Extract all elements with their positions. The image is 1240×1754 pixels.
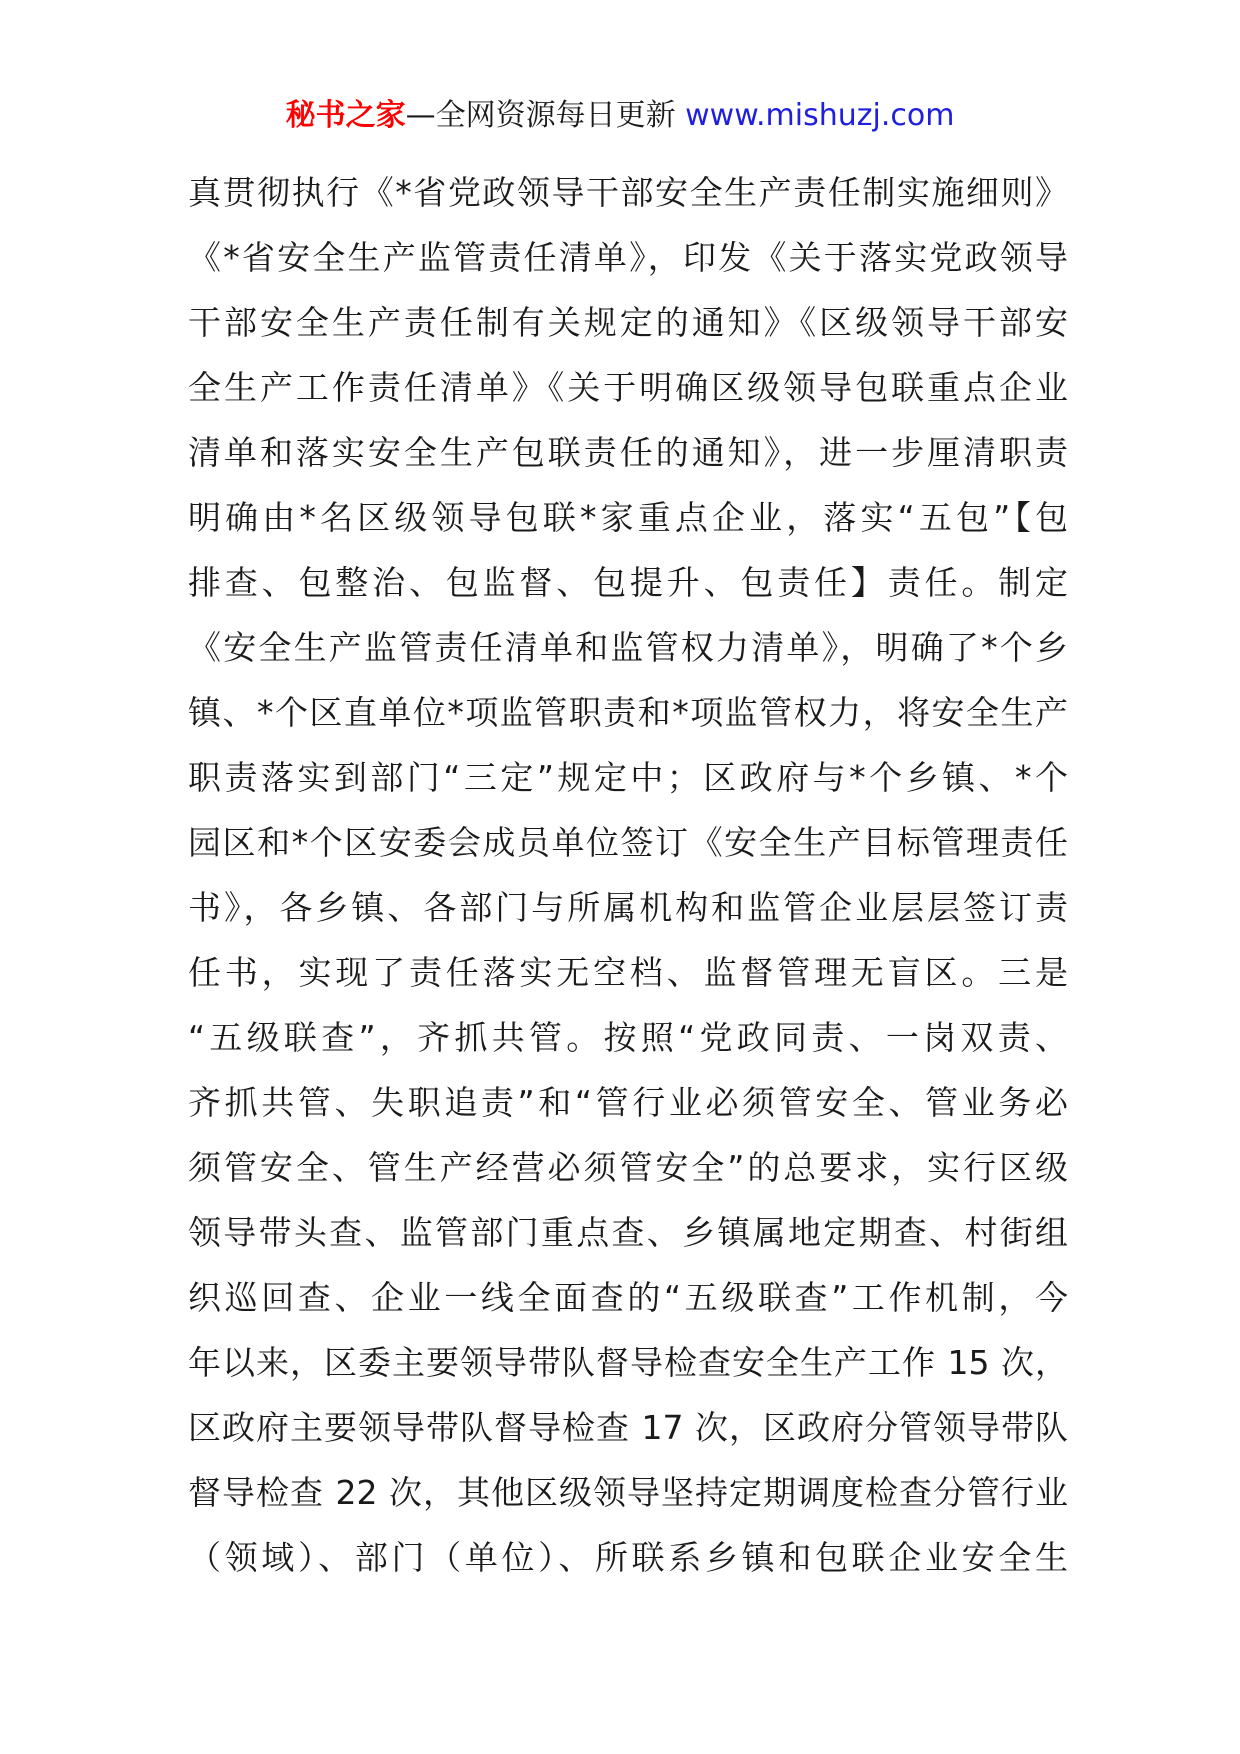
body-line: 《安全生产监管责任清单和监管权力清单》，明确了*个乡 xyxy=(188,628,1068,667)
body-line: 须管安全、管生产经营必须管安全”的总要求，实行区级 xyxy=(188,1148,1068,1187)
body-line: “五级联查”，齐抓共管。按照“党政同责、一岗双责、 xyxy=(188,1018,1068,1057)
body-line: 明确由*名区级领导包联*家重点企业，落实“五包”【包 xyxy=(188,498,1068,537)
header-slogan: —全网资源每日更新 xyxy=(405,98,686,133)
body-line: 区政府主要领导带队督导检查 17 次，区政府分管领导带队 xyxy=(188,1408,1068,1447)
body-line: 真贯彻执行《*省党政领导干部安全生产责任制实施细则》 xyxy=(188,173,1068,212)
body-line: 镇、*个区直单位*项监管职责和*项监管权力，将安全生产 xyxy=(188,693,1068,732)
body-line: 齐抓共管、失职追责”和“管行业必须管安全、管业务必 xyxy=(188,1083,1068,1122)
website-link[interactable]: www.mishuzj.com xyxy=(685,98,955,133)
brand-name: 秘书之家 xyxy=(285,98,406,133)
body-line: 全生产工作责任清单》《关于明确区级领导包联重点企业 xyxy=(188,368,1068,407)
document-body xyxy=(188,160,1068,1590)
body-line: （领域）、部门（单位）、所联系乡镇和包联企业安全生 xyxy=(188,1538,1068,1577)
body-line: 职责落实到部门“三定”规定中；区政府与*个乡镇、*个 xyxy=(188,758,1068,797)
body-line: 清单和落实安全生产包联责任的通知》，进一步厘清职责 xyxy=(188,433,1068,472)
body-line: 书》，各乡镇、各部门与所属机构和监管企业层层签订责 xyxy=(188,888,1068,927)
body-line: 年以来，区委主要领导带队督导检查安全生产工作 15 次， xyxy=(188,1343,1068,1382)
body-line: 领导带头查、监管部门重点查、乡镇属地定期查、村街组 xyxy=(188,1213,1068,1252)
body-line: 任书，实现了责任落实无空档、监督管理无盲区。三是 xyxy=(188,953,1068,992)
body-line: 《*省安全生产监管责任清单》，印发《关于落实党政领导 xyxy=(188,238,1068,277)
body-line: 织巡回查、企业一线全面查的“五级联查”工作机制，今 xyxy=(188,1278,1068,1317)
body-line: 排查、包整治、包监督、包提升、包责任】责任。制定 xyxy=(188,563,1068,602)
body-line: 园区和*个区安委会成员单位签订《安全生产目标管理责任 xyxy=(188,823,1068,862)
body-line: 干部安全生产责任制有关规定的通知》《区级领导干部安 xyxy=(188,303,1068,342)
document-header xyxy=(0,96,1240,136)
body-line: 督导检查 22 次，其他区级领导坚持定期调度检查分管行业 xyxy=(188,1473,1068,1512)
